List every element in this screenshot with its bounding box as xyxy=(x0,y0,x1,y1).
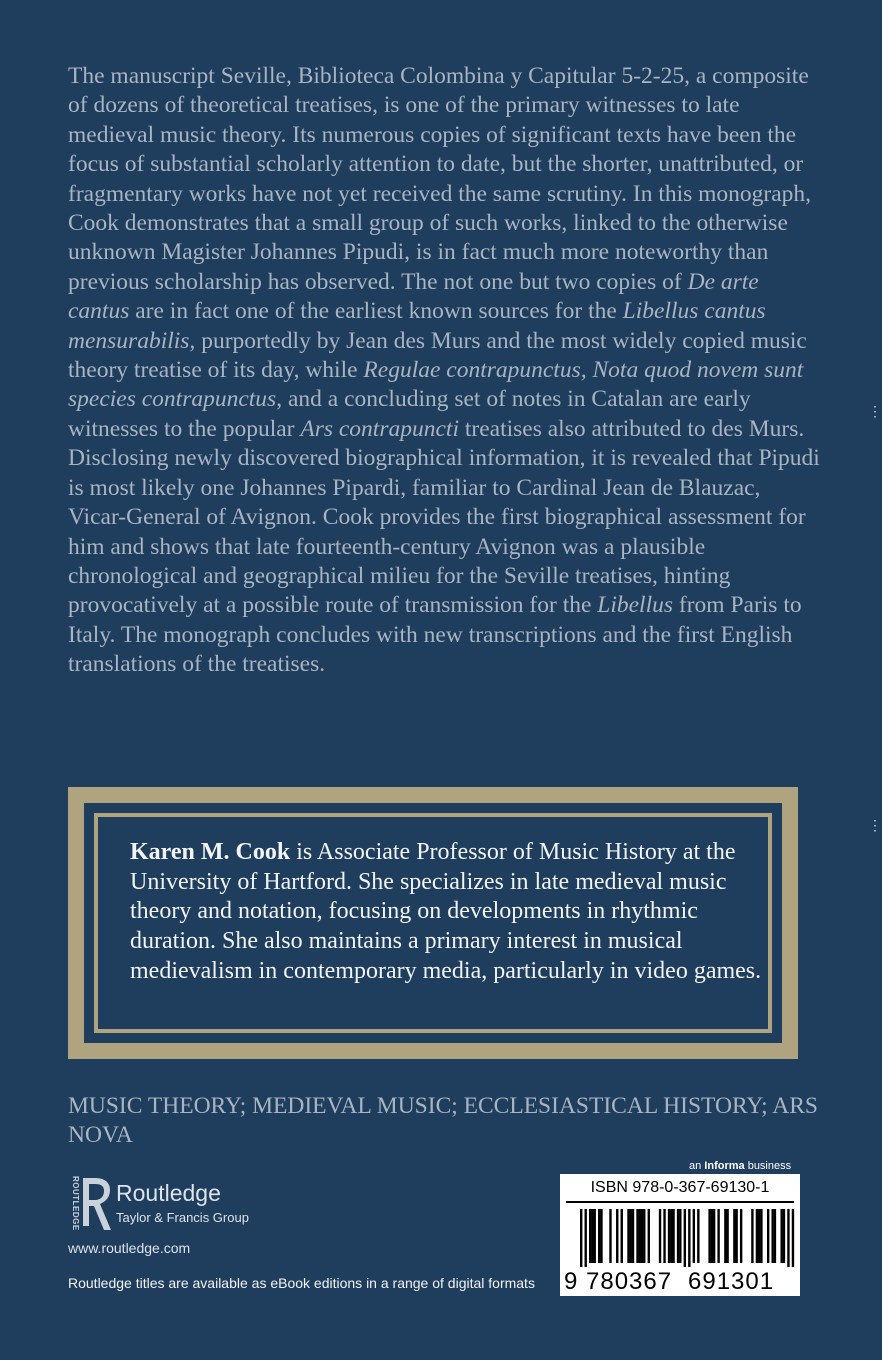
author-bio-text: is Associate Professor of Music History at the University of Hartford. She specializes in late medieval music theory and notation, focusing on developments in rhythmic duration. She also maintains a primary interest in musical medievalism in contemporary media, particularly in video games. xyxy=(130,839,762,984)
blurb-italic-4: Ars contrapuncti xyxy=(300,415,459,442)
blurb-text-1: The manuscript Seville, Biblioteca Colombina y Capitular 5-2-25, a composite of dozens of theoretical treatises, is one of the primary witnesses to late medieval music theory. Its numerous copies of significant texts have been the focus of substantial scholarly attention to date, but the shorter, unattributed, or fragmentary works have not yet received the same scrutiny. In this monograph, Cook demonstrates that a small group of such works, linked to the otherwise unknown Magister Johannes Pipudi, is in fact much more noteworthy than previous scholarship has observed. The not one but two copies of xyxy=(68,63,812,295)
blurb-italic-3: Regulae contrapunctus, Nota quod novem sunt species contrapunctus xyxy=(68,357,804,413)
barcode-bar xyxy=(726,1209,728,1263)
barcode-bar xyxy=(589,1209,591,1263)
barcode-bar xyxy=(767,1209,769,1263)
barcode-bar xyxy=(780,1209,782,1263)
barcode-bar xyxy=(760,1209,762,1263)
barcode-bar xyxy=(677,1209,679,1263)
blurb-text-4: , and a concluding set of notes in Catalan are early witnesses to the popular xyxy=(68,386,751,442)
barcode-bar xyxy=(594,1209,596,1263)
barcode-bar xyxy=(724,1209,726,1263)
barcode-bar xyxy=(636,1209,638,1263)
barcode-bar xyxy=(598,1209,600,1263)
barcode-bar xyxy=(621,1209,623,1263)
barcode-bar xyxy=(711,1209,713,1263)
isbn-text: ISBN 978-0-367-69130-1 xyxy=(590,1179,770,1196)
blurb-italic-2: Libellus cantus mensurabilis, xyxy=(68,298,766,354)
barcode-digit-group-1: 780367 xyxy=(586,1268,673,1295)
ebook-note: Routledge titles are available as eBook editions in a range of digital formats xyxy=(68,1275,535,1291)
isbn-rule xyxy=(566,1201,794,1203)
publisher-url[interactable]: www.routledge.com xyxy=(68,1240,191,1256)
barcode-bar xyxy=(740,1209,742,1263)
barcode-bar xyxy=(684,1209,686,1267)
barcode-bar xyxy=(639,1209,641,1263)
barcode-bar xyxy=(672,1209,674,1263)
author-name: Karen M. Cook xyxy=(130,839,291,865)
barcode-bar xyxy=(616,1209,618,1263)
blurb-text-3: purportedly by Jean des Murs and the most widely copied music theory treatise of its day, while xyxy=(68,327,807,384)
logo-vertical-text: ROUTLEDGE xyxy=(71,1176,80,1231)
barcode-bar xyxy=(735,1209,737,1263)
barcode-bars xyxy=(580,1209,794,1267)
blurb-italic-5: Libellus xyxy=(597,592,674,619)
edge-mark-bottom: ⋮ xyxy=(868,819,882,834)
barcode-bar xyxy=(783,1209,785,1263)
author-bio-paragraph xyxy=(130,838,780,987)
barcode-bar xyxy=(641,1209,643,1263)
barcode-bar xyxy=(688,1209,690,1267)
barcode-bar xyxy=(630,1209,632,1263)
blurb-text-6: from Paris to Italy. The monograph concludes with new transcriptions and the first English translations of the treatises. xyxy=(68,592,802,678)
barcode-bar xyxy=(591,1209,593,1263)
barcode-bar xyxy=(648,1209,650,1263)
barcode-bar xyxy=(609,1209,611,1263)
blurb-italic-1: De arte cantus xyxy=(68,268,759,325)
barcode-bar xyxy=(600,1209,602,1263)
routledge-r-icon xyxy=(80,1176,114,1232)
informa-suffix: business xyxy=(744,1160,792,1172)
routledge-logo xyxy=(68,1176,268,1232)
informa-tagline xyxy=(689,1160,791,1172)
barcode-bar xyxy=(771,1209,773,1263)
blurb-text-5: treatises also attributed to des Murs. Disclosing newly discovered biographical information, it is revealed that Pipudi is most likely one Johannes Pipardi, familiar to Cardinal Jean de Blauzac, Vicar-General of Avignon. Cook provides the first biographical assessment for him and shows that late fourteenth-century Avignon was a plausible chronological and geographical milieu for the Seville treatises, hinting provocatively at a possible route of transmission for the xyxy=(68,415,820,619)
barcode-bar xyxy=(787,1209,789,1267)
barcode-bar xyxy=(668,1209,670,1263)
edge-mark-top: ⋮ xyxy=(868,405,882,420)
barcode-bar xyxy=(693,1209,695,1263)
barcode-bar xyxy=(733,1209,735,1263)
blurb xyxy=(68,62,820,680)
author-bio xyxy=(130,838,780,987)
isbn-barcode xyxy=(560,1174,800,1296)
barcode-bar xyxy=(697,1209,699,1263)
blurb-text-2: are in fact one of the earliest known sources for the xyxy=(129,298,623,325)
informa-prefix: an xyxy=(689,1160,705,1172)
barcode-bar xyxy=(792,1209,794,1267)
barcode-bar xyxy=(679,1209,681,1263)
informa-brand: Informa xyxy=(704,1160,745,1172)
barcode-bar xyxy=(632,1209,634,1263)
barcode-bar xyxy=(708,1209,710,1263)
barcode-bar xyxy=(580,1209,582,1267)
barcode-bar xyxy=(663,1209,665,1263)
barcode-bar xyxy=(659,1209,661,1263)
barcode-bar xyxy=(643,1209,645,1263)
barcode-bar xyxy=(756,1209,758,1263)
barcode-digit-lead: 9 xyxy=(564,1268,578,1295)
barcode-bar xyxy=(774,1209,776,1263)
barcode-bar xyxy=(713,1209,715,1263)
blurb-paragraph xyxy=(68,62,820,680)
barcode-bar xyxy=(670,1209,672,1263)
publisher-group: Taylor & Francis Group xyxy=(116,1210,249,1225)
barcode-bar xyxy=(758,1209,760,1263)
barcode-bar xyxy=(585,1209,587,1267)
barcode-bar xyxy=(717,1209,719,1263)
publisher-name: Routledge xyxy=(116,1180,221,1206)
subject-categories: MUSIC THEORY; MEDIEVAL MUSIC; ECCLESIASTICAL HISTORY; ARS NOVA xyxy=(68,1093,818,1148)
barcode-bar xyxy=(751,1209,753,1263)
barcode-digit-group-2: 691301 xyxy=(688,1268,775,1295)
barcode-bar xyxy=(627,1209,629,1263)
